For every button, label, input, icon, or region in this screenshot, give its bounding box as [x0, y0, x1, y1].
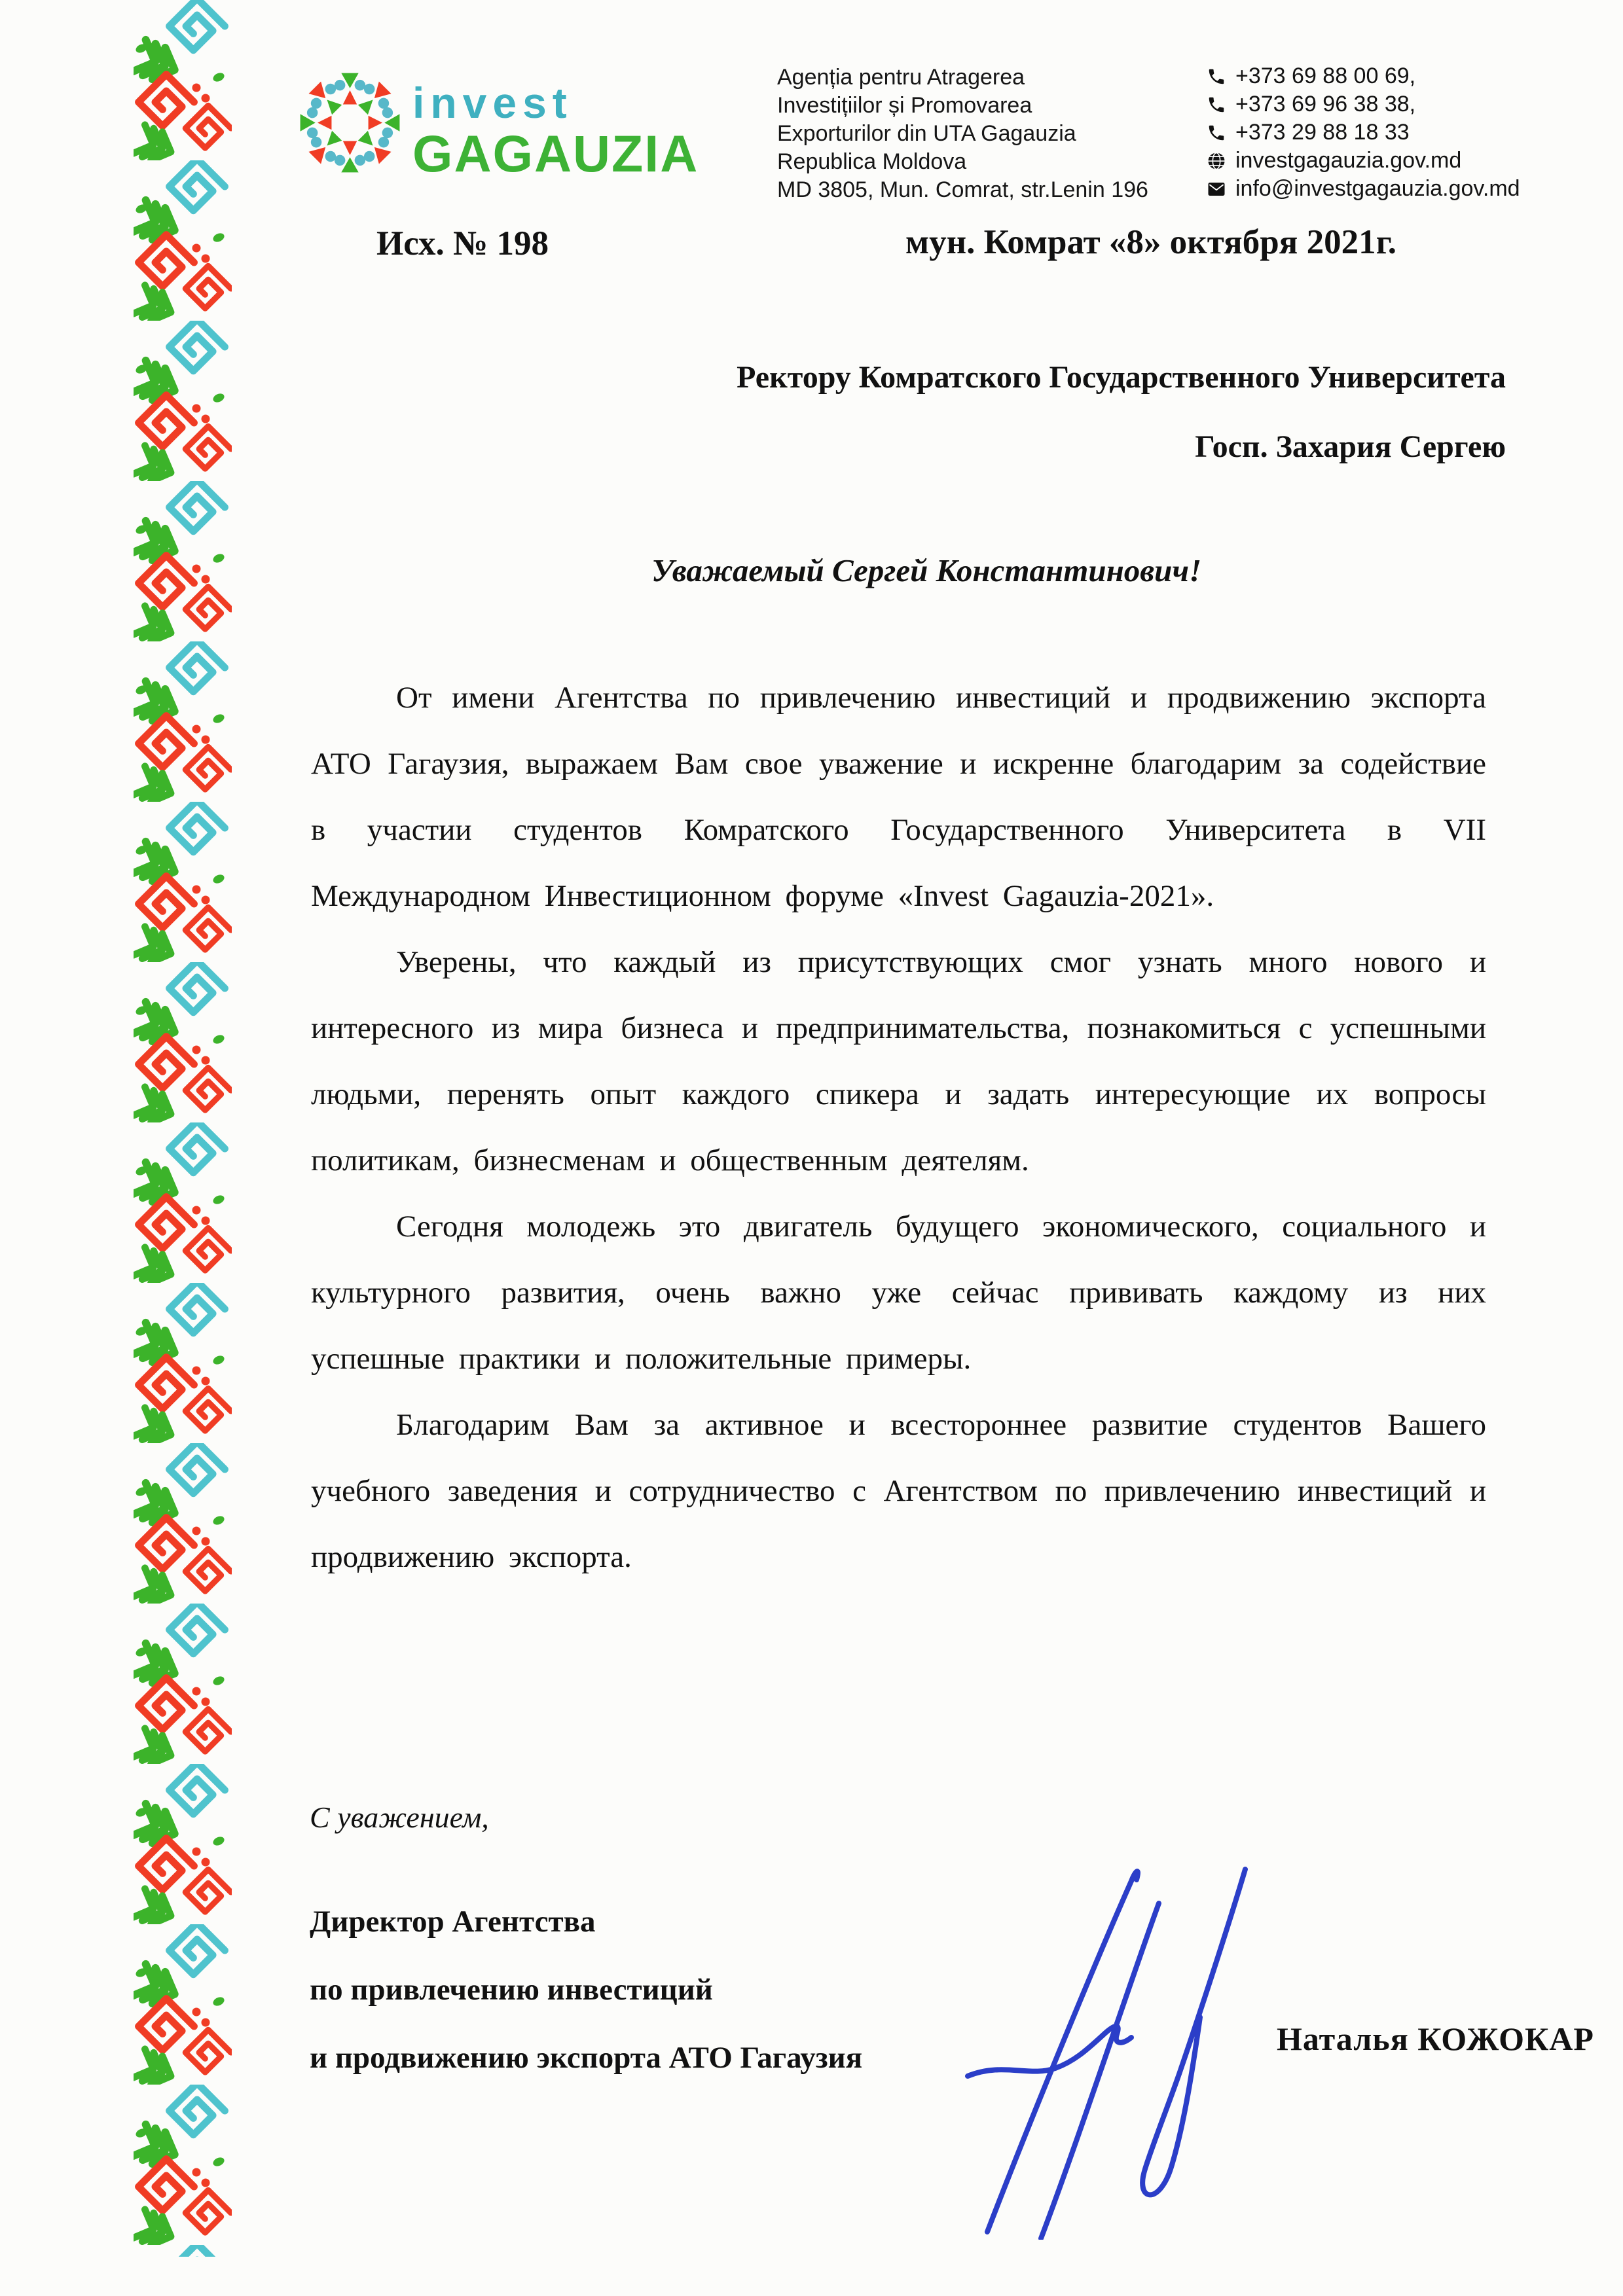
- contact-text: +373 69 96 38 38,: [1235, 92, 1416, 117]
- signer-name: Наталья КОЖОКАР: [1277, 2020, 1594, 2057]
- address-line: Agenția pentru Atragerea: [777, 65, 1025, 90]
- contact-text: info@investgagauzia.gov.md: [1235, 176, 1520, 201]
- phone-icon: [1207, 67, 1226, 86]
- signer-title-line: по привлечению инвестиций: [310, 1973, 713, 2007]
- gagauz-ornament-border: [134, 0, 232, 2257]
- invest-gagauzia-logo-icon: [296, 69, 404, 177]
- signer-title-line: Директор Агентства: [310, 1905, 596, 1939]
- address-line: Republica Moldova: [777, 149, 967, 174]
- address-line: Investițiilor și Promovarea: [777, 93, 1032, 118]
- contact-text: investgagauzia.gov.md: [1235, 148, 1462, 173]
- addressee-line-2: Госп. Захария Сергею: [1195, 429, 1506, 464]
- phone-icon: [1207, 123, 1226, 143]
- body-paragraph: От имени Агентства по привлечению инвестиций и продвижению экспорта АТО Гагаузия, выражаем Вам свое уважение и искренне благодарим за содействие в участии студентов Комратского Государственного Университета в VII Международном Инвестиционном форуме «Invest Gagauzia-2021».: [311, 681, 1486, 913]
- body-paragraph: Сегодня молодежь это двигатель будущего экономического, социального и культурного развития, очень важно уже сейчас прививать каждому из них успешные практики и положительные примеры.: [311, 1210, 1486, 1376]
- contact-row: [1207, 90, 1520, 118]
- contact-row: [1207, 118, 1520, 147]
- addressee-block: [524, 343, 1506, 482]
- phone-icon: [1207, 95, 1226, 115]
- contact-row: [1207, 62, 1520, 90]
- agency-address: [777, 63, 1148, 204]
- emblem-bowties: [301, 73, 400, 173]
- addressee-line-1: Ректору Комратского Государственного Университета: [737, 360, 1506, 395]
- contact-text: +373 69 88 00 69,: [1235, 63, 1416, 88]
- address-line: Exporturilor din UTA Gagauzia: [777, 121, 1076, 146]
- logo-wordmark: [412, 79, 699, 183]
- globe-icon: [1207, 151, 1226, 171]
- salutation: Уважаемый Сергей Константинович!: [651, 552, 1202, 588]
- signer-title-block: [310, 1888, 862, 2092]
- contact-row: [1207, 147, 1520, 175]
- agency-contacts: [1207, 62, 1520, 203]
- contact-row: [1207, 175, 1520, 203]
- logo-text-gagauzia: GAGAUZIA: [412, 124, 699, 183]
- outgoing-number: Исх. № 198: [376, 224, 549, 262]
- signer-title-line: и продвижению экспорта АТО Гагаузия: [310, 2041, 863, 2075]
- logo-text-invest: invest: [412, 79, 573, 127]
- address-line: MD 3805, Mun. Comrat, str.Lenin 196: [777, 177, 1148, 202]
- body-paragraph: Уверены, что каждый из присутствующих смог узнать много нового и интересного из мира бизнеса и предпринимательства, познакомиться с успешными людьми, перенять опыт каждого спикера и задать интересующие их вопросы политикам, бизнесменам и общественным деятелям.: [311, 945, 1486, 1177]
- body-paragraph: Благодарим Вам за активное и всестороннее развитие студентов Вашего учебного заведения и сотрудничество с Агентством по привлечению инвестиций и продвижению экспорта.: [311, 1408, 1486, 1574]
- email-icon: [1207, 179, 1226, 199]
- closing-regards: С уважением,: [310, 1801, 489, 1834]
- place-and-date: мун. Комрат «8» октября 2021г.: [905, 223, 1396, 261]
- letter-body: [311, 665, 1486, 1590]
- contact-text: +373 29 88 18 33: [1235, 120, 1410, 145]
- handwritten-signature: [962, 1847, 1329, 2240]
